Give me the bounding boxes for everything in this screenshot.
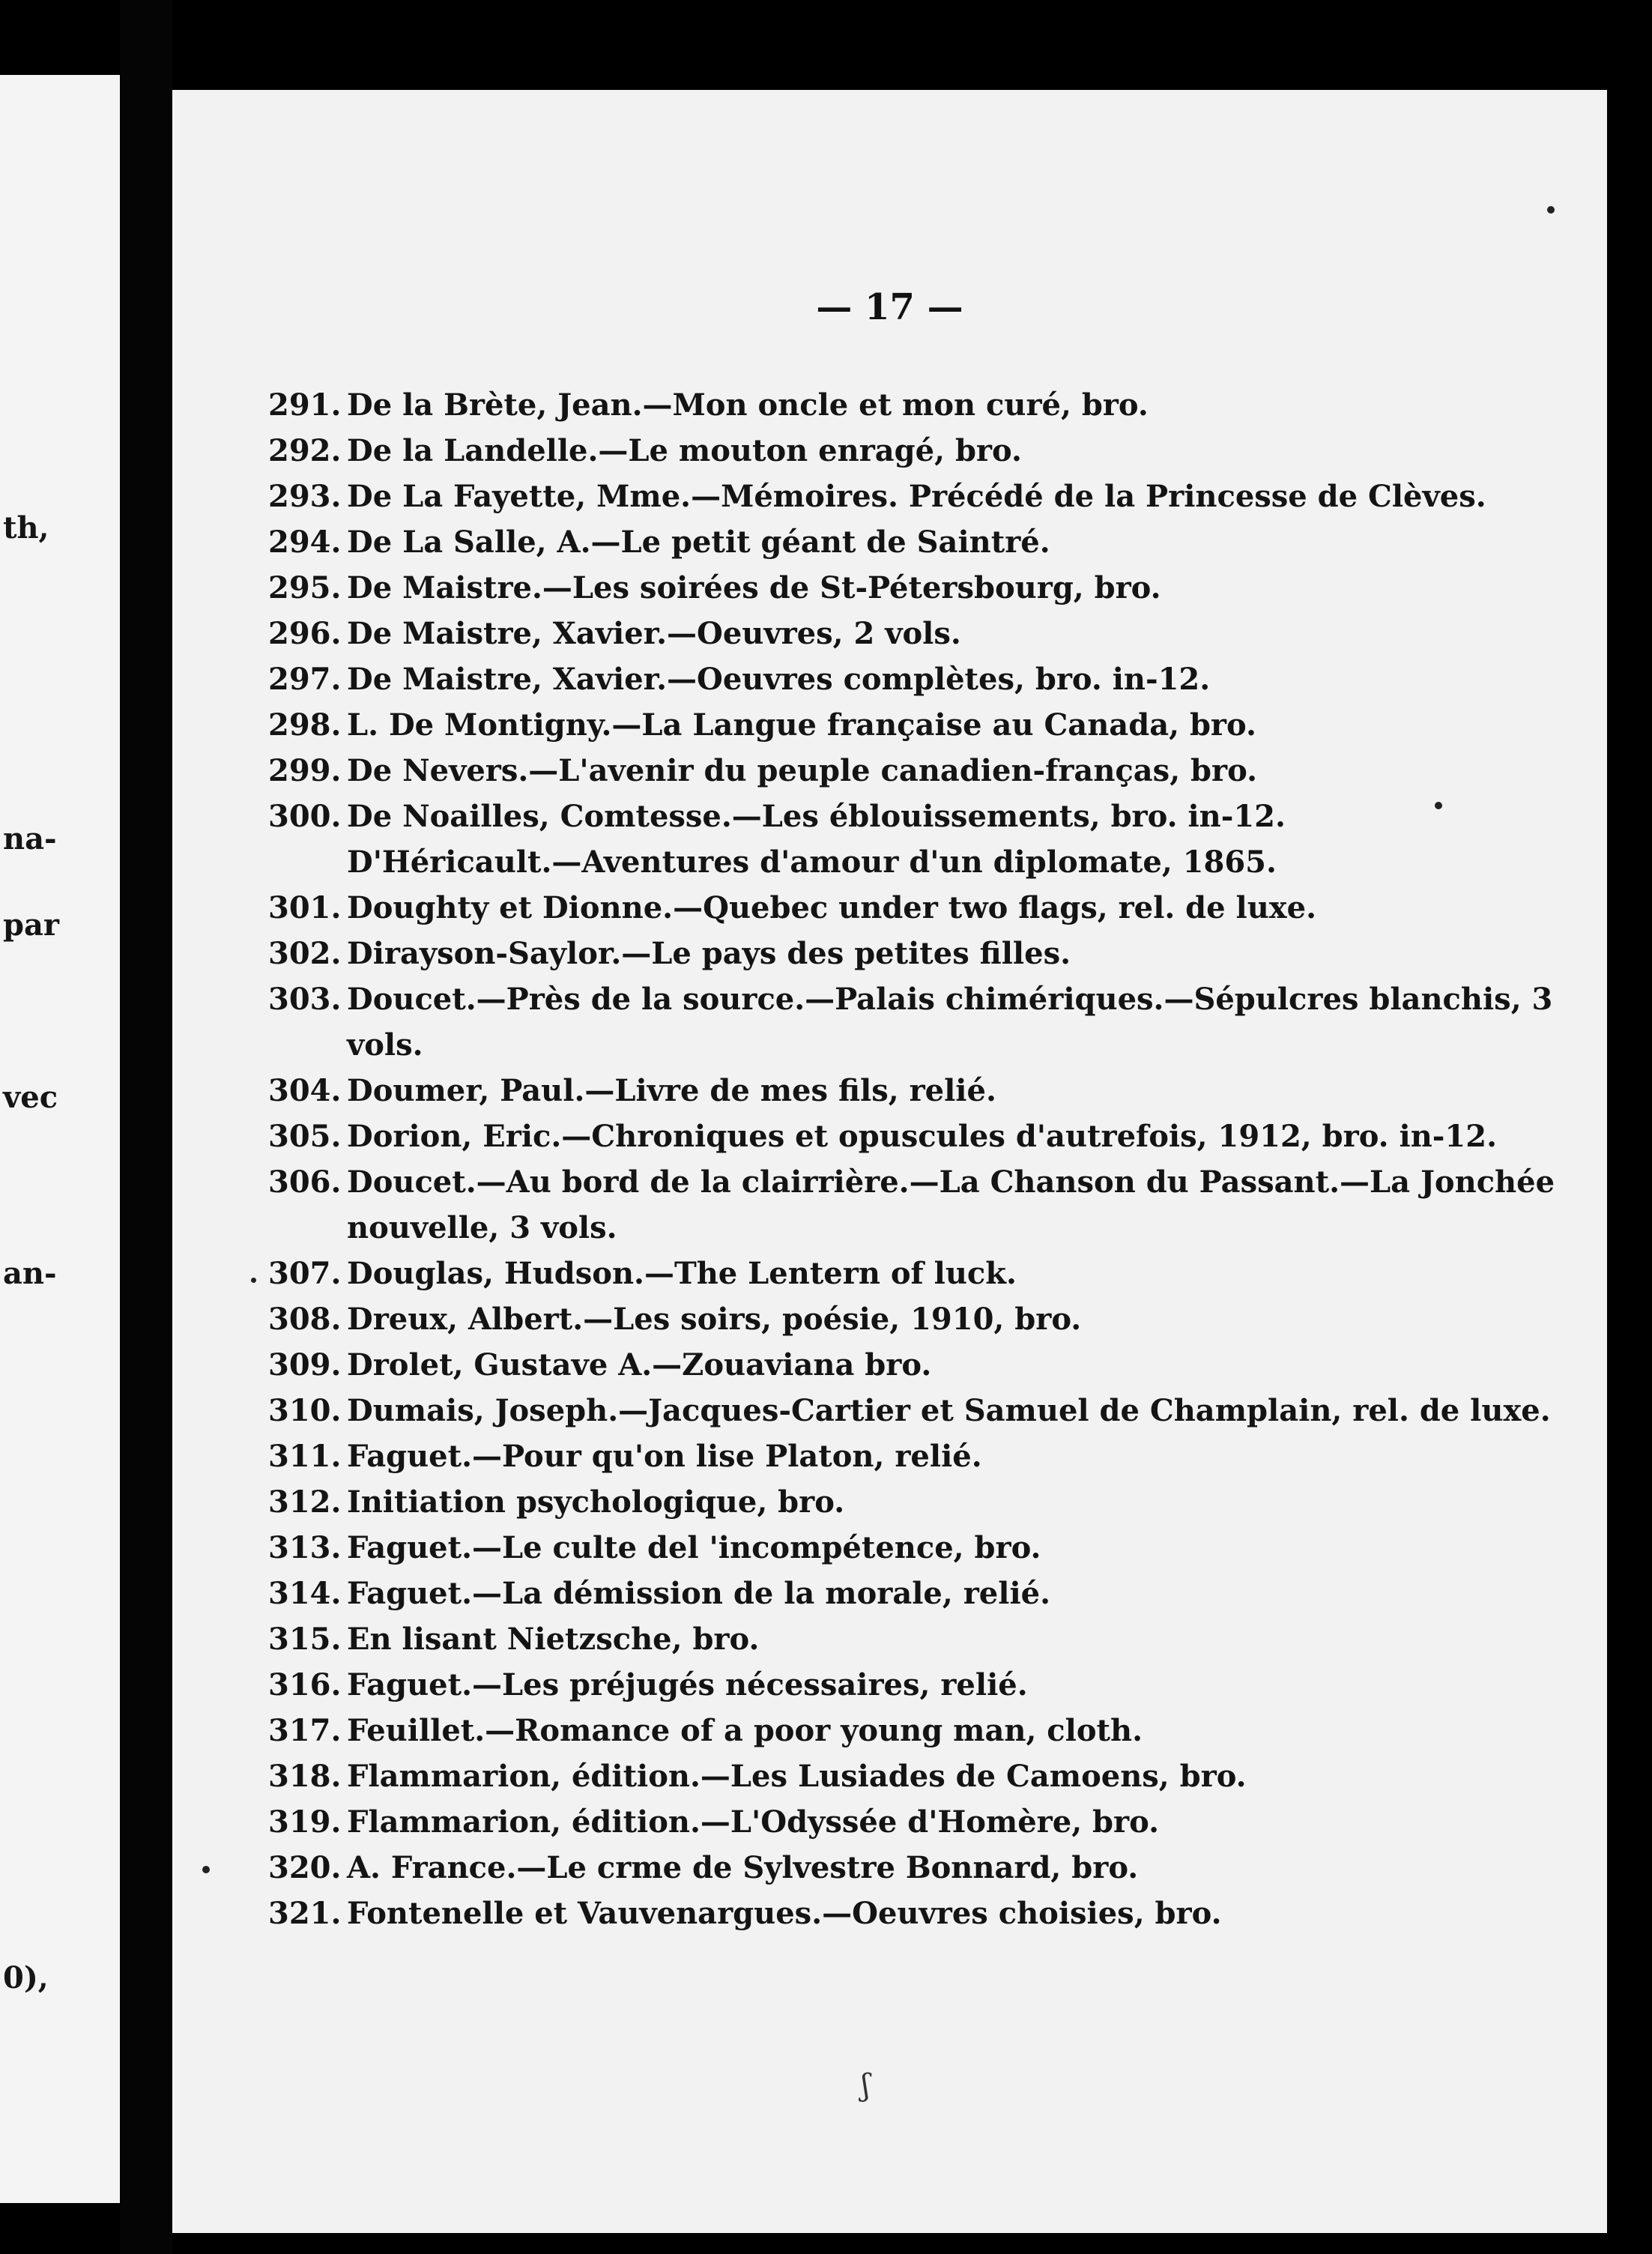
catalog-page — [172, 90, 1607, 2233]
entry-number: 304. — [268, 1073, 342, 1108]
catalog-entry — [268, 1662, 1564, 1708]
entry-text: Faguet.—La démission de la morale, relié. — [347, 1576, 1051, 1611]
ink-speck — [1435, 802, 1442, 809]
catalog-entry — [268, 1799, 1564, 1845]
entry-number: 308. — [268, 1302, 342, 1337]
entry-text: En lisant Nietzsche, bro. — [347, 1622, 760, 1657]
left-fragment: an- — [3, 1256, 57, 1291]
catalog-entry-list — [268, 382, 1564, 1936]
entry-number: 302. — [268, 936, 342, 971]
catalog-entry — [268, 1433, 1564, 1479]
pencil-mark: ʃ — [862, 2068, 870, 2103]
catalog-entry — [268, 519, 1564, 565]
entry-number: 312. — [268, 1484, 342, 1520]
catalog-entry — [268, 931, 1564, 976]
catalog-entry — [268, 1571, 1564, 1616]
entry-text: Dreux, Albert.—Les soirs, poésie, 1910, bro. — [347, 1302, 1082, 1337]
entry-text: Douglas, Hudson.—The Lentern of luck. — [347, 1256, 1017, 1291]
entry-text: De La Salle, A.—Le petit géant de Saintré. — [347, 525, 1050, 560]
entry-text: De La Fayette, Mme.—Mémoires. Précédé de la Princesse de Clèves. — [347, 479, 1486, 514]
entry-text: Flammarion, édition.—L'Odyssée d'Homère, bro. — [347, 1804, 1160, 1840]
entry-number: 291. — [268, 387, 342, 423]
entry-text: Initiation psychologique, bro. — [347, 1484, 845, 1520]
entry-text: D'Héricault.—Aventures d'amour d'un diplomate, 1865. — [347, 845, 1277, 880]
book-gutter — [120, 0, 172, 2254]
catalog-entry — [268, 1388, 1564, 1433]
entry-number: 317. — [268, 1713, 342, 1748]
catalog-entry — [268, 1251, 1564, 1296]
entry-number: 311. — [268, 1439, 342, 1474]
catalog-entry — [268, 1114, 1564, 1159]
entry-number: 320. — [268, 1850, 342, 1885]
catalog-entry — [268, 1525, 1564, 1571]
entry-number: 301. — [268, 890, 342, 925]
left-fragment: th, — [3, 510, 49, 546]
entry-text: Faguet.—Les préjugés nécessaires, relié. — [347, 1667, 1028, 1702]
entry-number: 309. — [268, 1347, 342, 1383]
entry-text: Dumais, Joseph.—Jacques-Cartier et Samuel de Champlain, rel. de luxe. — [347, 1393, 1551, 1428]
entry-number: 306. — [268, 1164, 342, 1200]
entry-number: 296. — [268, 616, 342, 651]
entry-number: 305. — [268, 1119, 342, 1154]
catalog-entry — [268, 1159, 1564, 1251]
catalog-entry — [268, 1891, 1564, 1936]
entry-number: 300. — [268, 799, 342, 834]
catalog-entry — [268, 474, 1564, 519]
catalog-entry — [268, 748, 1564, 794]
catalog-entry — [268, 428, 1564, 474]
adjacent-page-fragment — [0, 75, 120, 2203]
entry-text: L. De Montigny.—La Langue française au Canada, bro. — [347, 707, 1256, 743]
entry-text: De la Landelle.—Le mouton enragé, bro. — [347, 433, 1022, 468]
page-number: — 17 — — [816, 286, 963, 328]
catalog-entry — [268, 1342, 1564, 1388]
entry-text: Drolet, Gustave A.—Zouaviana bro. — [347, 1347, 932, 1383]
entry-number: 307. — [268, 1256, 342, 1291]
entry-text: A. France.—Le crme de Sylvestre Bonnard, bro. — [347, 1850, 1139, 1885]
entry-number: 313. — [268, 1530, 342, 1565]
entry-number: 294. — [268, 525, 342, 560]
entry-text: Doughty et Dionne.—Quebec under two flags, rel. de luxe. — [347, 890, 1317, 925]
entry-text: Doucet.—Près de la source.—Palais chimériques.—Sépulcres blanchis, 3 vols. — [347, 982, 1553, 1063]
entry-number: 315. — [268, 1622, 342, 1657]
entry-text: De Maistre.—Les soirées de St-Pétersbourg, bro. — [347, 570, 1161, 605]
ink-speck — [1547, 206, 1555, 214]
entry-number: 292. — [268, 433, 342, 468]
entry-text: De la Brète, Jean.—Mon oncle et mon curé, bro. — [347, 387, 1149, 423]
left-fragment: vec — [3, 1080, 58, 1115]
ink-speck — [202, 1866, 210, 1873]
entry-text: Dirayson-Saylor.—Le pays des petites filles. — [347, 936, 1071, 971]
catalog-entry — [268, 1753, 1564, 1799]
entry-text: Doumer, Paul.—Livre de mes fils, relié. — [347, 1073, 996, 1108]
catalog-entry — [268, 1616, 1564, 1662]
entry-text: Flammarion, édition.—Les Lusiades de Camoens, bro. — [347, 1759, 1247, 1794]
entry-number: 321. — [268, 1896, 342, 1931]
left-fragment: na- — [3, 821, 57, 856]
entry-number: 295. — [268, 570, 342, 605]
catalog-entry — [268, 565, 1564, 611]
left-fragment: 0), — [3, 1960, 49, 1995]
catalog-entry — [268, 1296, 1564, 1342]
catalog-entry — [268, 1845, 1564, 1891]
entry-text: Dorion, Eric.—Chroniques et opuscules d'autrefois, 1912, bro. in-12. — [347, 1119, 1497, 1154]
catalog-entry — [268, 382, 1564, 428]
catalog-entry — [268, 1708, 1564, 1753]
entry-text: De Noailles, Comtesse.—Les éblouissements, bro. in-12. — [347, 799, 1286, 834]
entry-number: 319. — [268, 1804, 342, 1840]
left-fragment: par — [3, 907, 59, 943]
entry-number: 303. — [268, 982, 342, 1017]
catalog-entry — [268, 1068, 1564, 1114]
entry-number: 297. — [268, 662, 342, 697]
catalog-entry — [268, 656, 1564, 702]
catalog-entry — [268, 611, 1564, 656]
catalog-entry — [268, 885, 1564, 931]
entry-number: 293. — [268, 479, 342, 514]
catalog-entry — [268, 1479, 1564, 1525]
entry-text: Faguet.—Pour qu'on lise Platon, relié. — [347, 1439, 982, 1474]
catalog-entry — [268, 794, 1564, 839]
entry-text: Fontenelle et Vauvenargues.—Oeuvres choisies, bro. — [347, 1896, 1222, 1931]
catalog-entry — [268, 839, 1564, 885]
catalog-entry — [268, 702, 1564, 748]
entry-number: 298. — [268, 707, 342, 743]
entry-number: 316. — [268, 1667, 342, 1702]
entry-text: De Maistre, Xavier.—Oeuvres complètes, bro. in-12. — [347, 662, 1211, 697]
ink-speck — [251, 1278, 256, 1283]
entry-text: De Nevers.—L'avenir du peuple canadien-franças, bro. — [347, 753, 1257, 788]
entry-text: Faguet.—Le culte del 'incompétence, bro. — [347, 1530, 1041, 1565]
entry-number: 299. — [268, 753, 342, 788]
entry-text: Feuillet.—Romance of a poor young man, cloth. — [347, 1713, 1143, 1748]
entry-number: 314. — [268, 1576, 342, 1611]
catalog-entry — [268, 976, 1564, 1068]
entry-text: Doucet.—Au bord de la clairrière.—La Chanson du Passant.—La Jonchée nouvelle, 3 vols. — [347, 1164, 1555, 1245]
entry-number: 318. — [268, 1759, 342, 1794]
entry-text: De Maistre, Xavier.—Oeuvres, 2 vols. — [347, 616, 961, 651]
entry-number: 310. — [268, 1393, 342, 1428]
